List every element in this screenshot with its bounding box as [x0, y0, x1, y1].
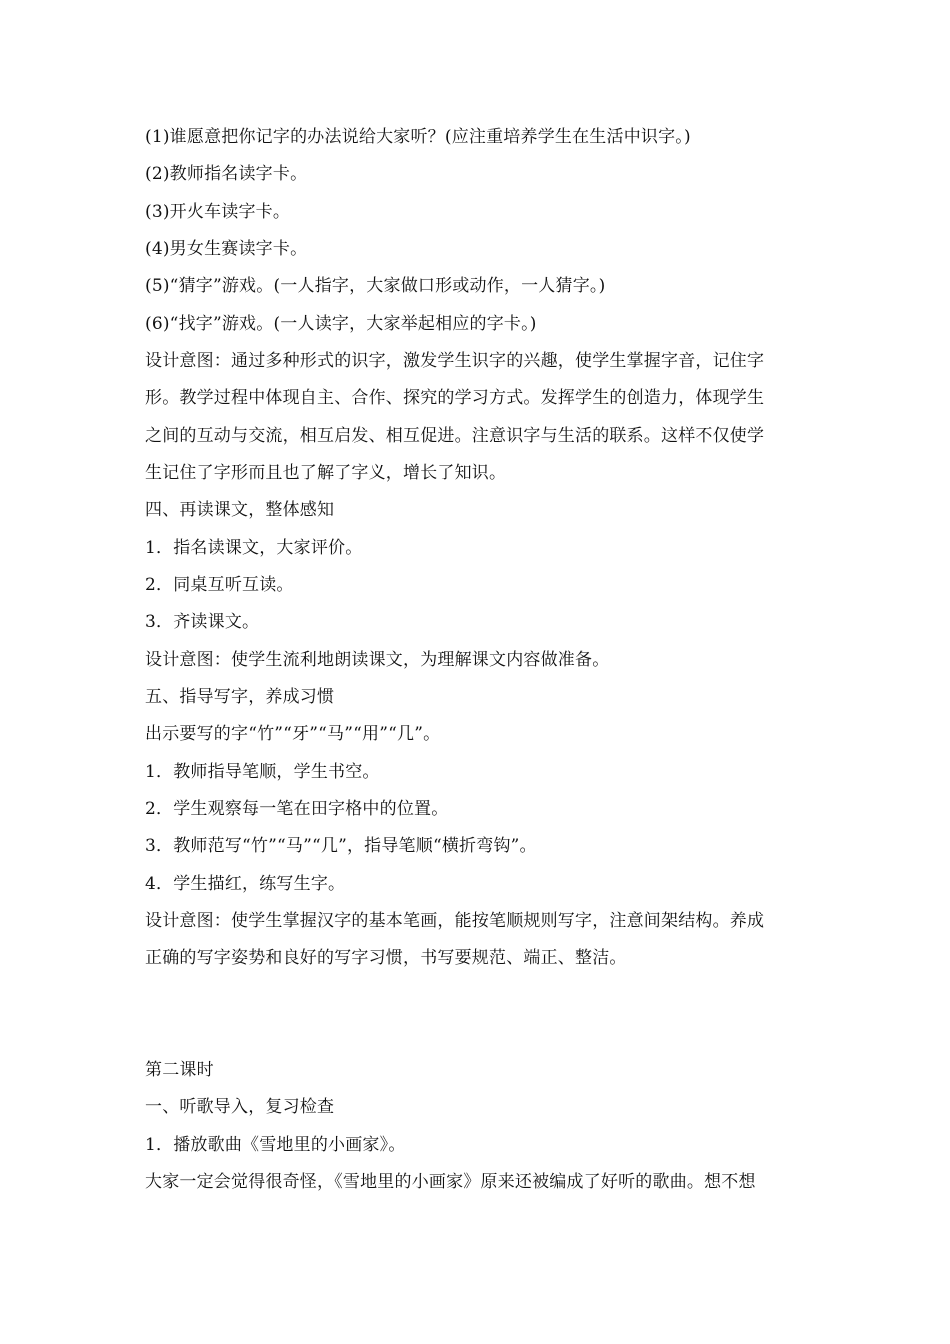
text-line: (4)男女生赛读字卡。: [145, 239, 308, 259]
design-intent-paragraph-line: 设计意图：使学生掌握汉字的基本笔画，能按笔顺规则写字，注意间架结构。养成: [145, 911, 765, 931]
text-line: (1)谁愿意把你记字的办法说给大家听？(应注重培养学生在生活中识字。): [145, 127, 691, 147]
text-line: 1．教师指导笔顺，学生书空。: [145, 762, 380, 782]
text-line: 3．教师范写“竹”“马”“几”，指导笔顺“横折弯钩”。: [145, 836, 537, 856]
text-line: (3)开火车读字卡。: [145, 202, 291, 222]
section-heading: 五、指导写字，养成习惯: [145, 687, 335, 707]
text-line: (2)教师指名读字卡。: [145, 164, 308, 184]
lesson-heading: 第二课时: [145, 1060, 214, 1080]
text-line: 4．学生描红，练写生字。: [145, 874, 346, 894]
design-intent-paragraph-line: 设计意图：通过多种形式的识字，激发学生识字的兴趣，使学生掌握字音，记住字: [145, 351, 765, 371]
design-intent-paragraph-line: 之间的互动与交流，相互启发、相互促进。注意识字与生活的联系。这样不仅使学: [145, 426, 765, 446]
section-heading: 四、再读课文，整体感知: [145, 500, 335, 520]
design-intent-paragraph-line: 正确的写字姿势和良好的写字习惯，书写要规范、端正、整洁。: [145, 948, 627, 968]
text-line: 2．学生观察每一笔在田字格中的位置。: [145, 799, 449, 819]
text-line: 大家一定会觉得很奇怪，《雪地里的小画家》原来还被编成了好听的歌曲。想不想: [145, 1172, 756, 1192]
text-line: 出示要写的字“竹”“牙”“马”“用”“几”。: [145, 724, 441, 744]
text-line: (6)“找字”游戏。(一人读字，大家举起相应的字卡。): [145, 314, 537, 334]
design-intent-paragraph-line: 设计意图：使学生流利地朗读课文，为理解课文内容做准备。: [145, 650, 610, 670]
section-heading: 一、听歌导入，复习检查: [145, 1097, 335, 1117]
text-line: 2．同桌互听互读。: [145, 575, 294, 595]
text-line: 1．播放歌曲《雪地里的小画家》。: [145, 1135, 406, 1155]
text-line: 1．指名读课文，大家评价。: [145, 538, 363, 558]
design-intent-paragraph-line: 形。教学过程中体现自主、合作、探究的学习方式。发挥学生的创造力，体现学生: [145, 388, 765, 408]
text-line: 3．齐读课文。: [145, 612, 260, 632]
text-line: (5)“猜字”游戏。(一人指字，大家做口形或动作，一人猜字。): [145, 276, 606, 296]
design-intent-paragraph-line: 生记住了字形而且也了解了字义，增长了知识。: [145, 463, 507, 483]
